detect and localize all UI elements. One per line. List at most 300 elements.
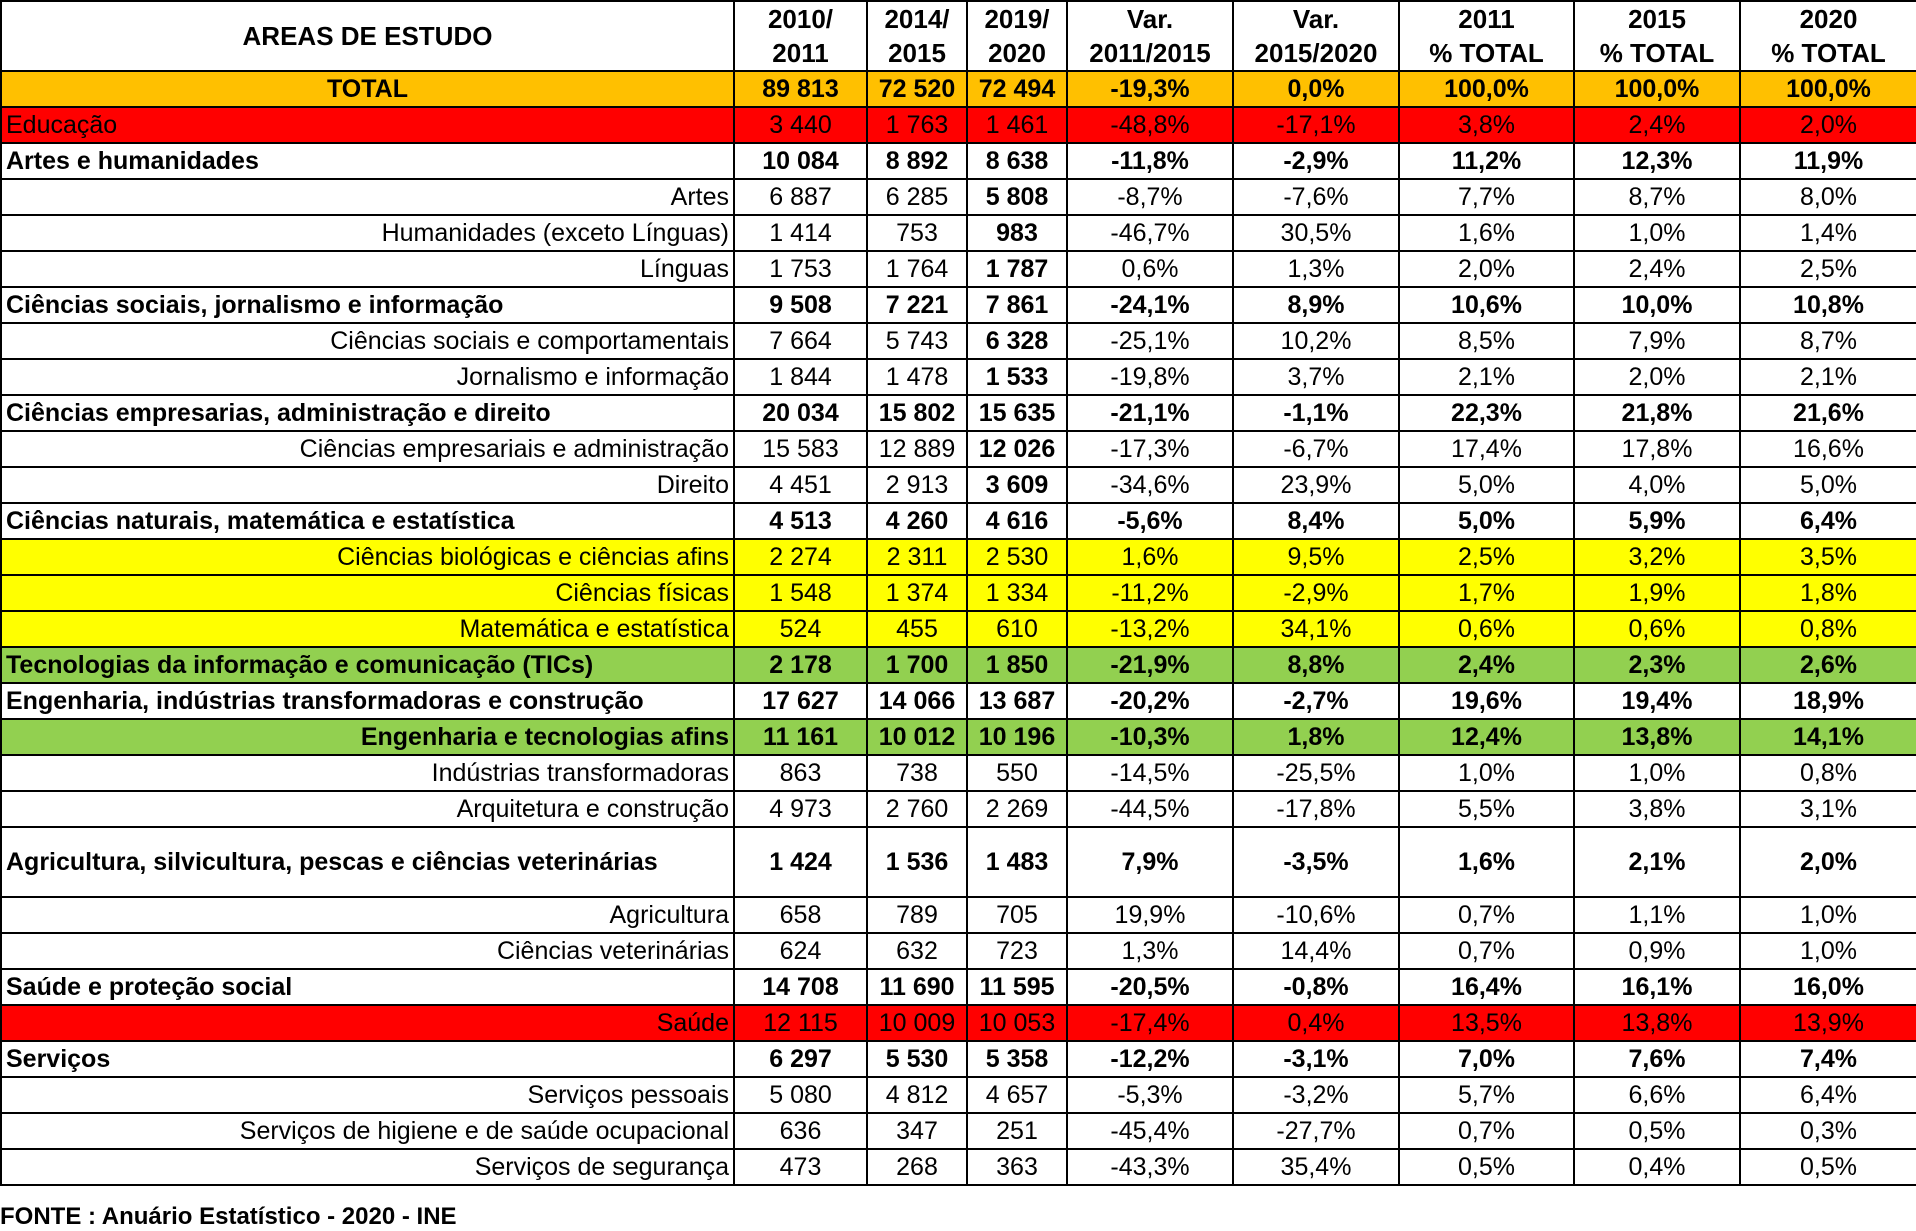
table-row: [1, 215, 1916, 251]
table-row: [1, 1149, 1916, 1185]
table-cell: 16,6%: [1740, 431, 1916, 467]
table-cell: 1 414: [734, 215, 867, 251]
table-cell: 2,1%: [1740, 359, 1916, 395]
table-cell: 1,4%: [1740, 215, 1916, 251]
table-cell: 1,0%: [1740, 897, 1916, 933]
table-cell: 983: [967, 215, 1067, 251]
row-label: Ciências naturais, matemática e estatística: [1, 503, 734, 539]
table-cell: 0,3%: [1740, 1113, 1916, 1149]
table-cell: 17,4%: [1399, 431, 1574, 467]
table-cell: 2,4%: [1574, 107, 1740, 143]
table-cell: 2,0%: [1740, 827, 1916, 897]
table-cell: 0,7%: [1399, 933, 1574, 969]
table-cell: -13,2%: [1067, 611, 1233, 647]
table-cell: 723: [967, 933, 1067, 969]
table-row: [1, 611, 1916, 647]
row-label: TOTAL: [1, 71, 734, 107]
table-cell: 2,0%: [1574, 359, 1740, 395]
table-cell: 6,4%: [1740, 503, 1916, 539]
table-cell: 3,5%: [1740, 539, 1916, 575]
header-col: 2014/ 2015: [867, 1, 967, 71]
table-cell: 1,8%: [1740, 575, 1916, 611]
table-cell: 1 533: [967, 359, 1067, 395]
table-cell: -19,3%: [1067, 71, 1233, 107]
table-cell: 1 844: [734, 359, 867, 395]
table-cell: 34,1%: [1233, 611, 1399, 647]
table-cell: 8,5%: [1399, 323, 1574, 359]
table-cell: -12,2%: [1067, 1041, 1233, 1077]
table-cell: 7,0%: [1399, 1041, 1574, 1077]
table-cell: -21,1%: [1067, 395, 1233, 431]
table-cell: 9 508: [734, 287, 867, 323]
table-cell: 8 892: [867, 143, 967, 179]
table-cell: 5 358: [967, 1041, 1067, 1077]
row-label: Jornalismo e informação: [1, 359, 734, 395]
table-cell: 2,3%: [1574, 647, 1740, 683]
table-cell: 15 802: [867, 395, 967, 431]
table-cell: 10 196: [967, 719, 1067, 755]
table-cell: 2,1%: [1574, 827, 1740, 897]
source-footer: FONTE : Anuário Estatístico - 2020 - INE: [0, 1203, 457, 1230]
table-cell: 550: [967, 755, 1067, 791]
table-cell: -10,3%: [1067, 719, 1233, 755]
row-label: Arquitetura e construção: [1, 791, 734, 827]
table-cell: 19,6%: [1399, 683, 1574, 719]
table-row: [1, 107, 1916, 143]
table-cell: 8,7%: [1740, 323, 1916, 359]
table-cell: 0,6%: [1574, 611, 1740, 647]
table-cell: 21,6%: [1740, 395, 1916, 431]
table-cell: 2,5%: [1399, 539, 1574, 575]
table-cell: 13 687: [967, 683, 1067, 719]
table-cell: 0,4%: [1574, 1149, 1740, 1185]
table-cell: 7,6%: [1574, 1041, 1740, 1077]
table-cell: 1,0%: [1740, 933, 1916, 969]
table-cell: 5,0%: [1399, 467, 1574, 503]
table-cell: -11,8%: [1067, 143, 1233, 179]
table-cell: -2,9%: [1233, 575, 1399, 611]
table-cell: 11 595: [967, 969, 1067, 1005]
table-cell: -44,5%: [1067, 791, 1233, 827]
table-cell: 100,0%: [1399, 71, 1574, 107]
table-cell: 13,8%: [1574, 719, 1740, 755]
row-label: Ciências empresariais e administração: [1, 431, 734, 467]
table-cell: -5,6%: [1067, 503, 1233, 539]
row-label: Direito: [1, 467, 734, 503]
row-label: Serviços pessoais: [1, 1077, 734, 1113]
table-row: [1, 897, 1916, 933]
table-cell: 0,8%: [1740, 611, 1916, 647]
table-cell: 1,0%: [1574, 755, 1740, 791]
table-cell: -48,8%: [1067, 107, 1233, 143]
table-cell: 658: [734, 897, 867, 933]
table-cell: 2 311: [867, 539, 967, 575]
table-cell: 10 053: [967, 1005, 1067, 1041]
table-cell: 10,8%: [1740, 287, 1916, 323]
table-cell: 2 913: [867, 467, 967, 503]
table-cell: 10 012: [867, 719, 967, 755]
table-cell: -3,5%: [1233, 827, 1399, 897]
row-label: Matemática e estatística: [1, 611, 734, 647]
table-cell: 2,4%: [1399, 647, 1574, 683]
table-cell: 7,9%: [1574, 323, 1740, 359]
table-cell: 11,9%: [1740, 143, 1916, 179]
table-cell: 6 297: [734, 1041, 867, 1077]
table-cell: 13,9%: [1740, 1005, 1916, 1041]
header-col: 2015 % TOTAL: [1574, 1, 1740, 71]
table-cell: 6,6%: [1574, 1077, 1740, 1113]
table-cell: 753: [867, 215, 967, 251]
header-col: 2010/ 2011: [734, 1, 867, 71]
row-label: Serviços de higiene e de saúde ocupacional: [1, 1113, 734, 1149]
table-cell: 16,4%: [1399, 969, 1574, 1005]
table-cell: 1 700: [867, 647, 967, 683]
table-cell: -3,2%: [1233, 1077, 1399, 1113]
table-row: [1, 323, 1916, 359]
table-cell: 2 274: [734, 539, 867, 575]
table-cell: 610: [967, 611, 1067, 647]
table-cell: 789: [867, 897, 967, 933]
table-cell: 2 530: [967, 539, 1067, 575]
table-cell: 8,9%: [1233, 287, 1399, 323]
table-cell: 6 285: [867, 179, 967, 215]
table-cell: 1 461: [967, 107, 1067, 143]
table-cell: 3,8%: [1574, 791, 1740, 827]
row-label: Indústrias transformadoras: [1, 755, 734, 791]
table-row: [1, 1041, 1916, 1077]
table-cell: 16,1%: [1574, 969, 1740, 1005]
table-cell: 1 548: [734, 575, 867, 611]
table-row: [1, 251, 1916, 287]
row-label: Agricultura: [1, 897, 734, 933]
table-cell: -24,1%: [1067, 287, 1233, 323]
table-cell: 0,7%: [1399, 1113, 1574, 1149]
table-cell: 705: [967, 897, 1067, 933]
table-row: [1, 143, 1916, 179]
table-cell: 6 328: [967, 323, 1067, 359]
row-label: Ciências biológicas e ciências afins: [1, 539, 734, 575]
table-cell: 2,0%: [1740, 107, 1916, 143]
table-row: [1, 395, 1916, 431]
table-cell: 4 451: [734, 467, 867, 503]
table-cell: 1 424: [734, 827, 867, 897]
table-cell: 1 536: [867, 827, 967, 897]
row-label: Serviços: [1, 1041, 734, 1077]
table-cell: 347: [867, 1113, 967, 1149]
table-cell: 0,6%: [1399, 611, 1574, 647]
table-cell: 3 609: [967, 467, 1067, 503]
table-cell: 1,6%: [1399, 215, 1574, 251]
table-cell: 14 708: [734, 969, 867, 1005]
row-label: Ciências físicas: [1, 575, 734, 611]
table-cell: -21,9%: [1067, 647, 1233, 683]
table-cell: 0,5%: [1399, 1149, 1574, 1185]
table-cell: 2,0%: [1399, 251, 1574, 287]
table-cell: 10,6%: [1399, 287, 1574, 323]
table-cell: 473: [734, 1149, 867, 1185]
row-label: Saúde e proteção social: [1, 969, 734, 1005]
table-row: [1, 1077, 1916, 1113]
table-cell: 19,9%: [1067, 897, 1233, 933]
header-col: 2020 % TOTAL: [1740, 1, 1916, 71]
table-cell: 0,5%: [1740, 1149, 1916, 1185]
table-row: [1, 1113, 1916, 1149]
table-cell: 5 808: [967, 179, 1067, 215]
table-cell: -17,8%: [1233, 791, 1399, 827]
table-row: [1, 933, 1916, 969]
table-cell: 15 583: [734, 431, 867, 467]
table-row: [1, 503, 1916, 539]
table-cell: 16,0%: [1740, 969, 1916, 1005]
table-cell: -5,3%: [1067, 1077, 1233, 1113]
table-cell: 3,2%: [1574, 539, 1740, 575]
table-cell: -2,7%: [1233, 683, 1399, 719]
header-col: Var. 2015/2020: [1233, 1, 1399, 71]
header-col: 2019/ 2020: [967, 1, 1067, 71]
header-area: AREAS DE ESTUDO: [1, 1, 734, 71]
row-label: Línguas: [1, 251, 734, 287]
table-row: [1, 467, 1916, 503]
table-cell: 11 690: [867, 969, 967, 1005]
table-cell: 11,2%: [1399, 143, 1574, 179]
table-cell: 1,1%: [1574, 897, 1740, 933]
table-cell: 4 973: [734, 791, 867, 827]
row-label: Artes e humanidades: [1, 143, 734, 179]
table-cell: -17,4%: [1067, 1005, 1233, 1041]
table-cell: 632: [867, 933, 967, 969]
row-label: Educação: [1, 107, 734, 143]
table-cell: 7,9%: [1067, 827, 1233, 897]
table-cell: -19,8%: [1067, 359, 1233, 395]
table-row: [1, 71, 1916, 107]
table-cell: 4 513: [734, 503, 867, 539]
table-cell: -7,6%: [1233, 179, 1399, 215]
table-cell: -8,7%: [1067, 179, 1233, 215]
table-cell: 22,3%: [1399, 395, 1574, 431]
table-cell: 1,9%: [1574, 575, 1740, 611]
table-row: [1, 755, 1916, 791]
table-cell: 3,7%: [1233, 359, 1399, 395]
table-cell: 35,4%: [1233, 1149, 1399, 1185]
table-cell: 0,7%: [1399, 897, 1574, 933]
table-cell: 10,2%: [1233, 323, 1399, 359]
table-cell: 5,5%: [1399, 791, 1574, 827]
table-cell: 8,8%: [1233, 647, 1399, 683]
table-cell: 7 664: [734, 323, 867, 359]
table-cell: 4,0%: [1574, 467, 1740, 503]
table-cell: 8,0%: [1740, 179, 1916, 215]
table-cell: -20,2%: [1067, 683, 1233, 719]
table-cell: -20,5%: [1067, 969, 1233, 1005]
table-cell: 2,6%: [1740, 647, 1916, 683]
table-cell: 8,4%: [1233, 503, 1399, 539]
table-cell: 1,0%: [1574, 215, 1740, 251]
table-cell: 72 520: [867, 71, 967, 107]
table-row: [1, 791, 1916, 827]
row-label: Tecnologias da informação e comunicação (TICs): [1, 647, 734, 683]
table-cell: 12 115: [734, 1005, 867, 1041]
table-cell: -45,4%: [1067, 1113, 1233, 1149]
table-cell: 23,9%: [1233, 467, 1399, 503]
table-cell: 9,5%: [1233, 539, 1399, 575]
table-cell: 268: [867, 1149, 967, 1185]
table-cell: 455: [867, 611, 967, 647]
table-cell: 5,0%: [1399, 503, 1574, 539]
table-cell: 17 627: [734, 683, 867, 719]
table-cell: 4 616: [967, 503, 1067, 539]
table-cell: 1 787: [967, 251, 1067, 287]
table-row: [1, 1005, 1916, 1041]
table-cell: 2,1%: [1399, 359, 1574, 395]
table-row: [1, 969, 1916, 1005]
row-label: Ciências veterinárias: [1, 933, 734, 969]
table-cell: 3 440: [734, 107, 867, 143]
table-cell: 1,3%: [1067, 933, 1233, 969]
table-cell: -46,7%: [1067, 215, 1233, 251]
table-cell: 14,4%: [1233, 933, 1399, 969]
table-cell: 3,1%: [1740, 791, 1916, 827]
row-label: Ciências empresarias, administração e direito: [1, 395, 734, 431]
table-cell: 100,0%: [1574, 71, 1740, 107]
table-cell: 0,0%: [1233, 71, 1399, 107]
table-cell: 1,7%: [1399, 575, 1574, 611]
table-cell: 4 657: [967, 1077, 1067, 1113]
row-label: Humanidades (exceto Línguas): [1, 215, 734, 251]
table-cell: 1 850: [967, 647, 1067, 683]
table-cell: -25,5%: [1233, 755, 1399, 791]
table-cell: 863: [734, 755, 867, 791]
row-label: Saúde: [1, 1005, 734, 1041]
table-cell: 2 178: [734, 647, 867, 683]
table-cell: 12,3%: [1574, 143, 1740, 179]
table-cell: 5 743: [867, 323, 967, 359]
table-row: [1, 719, 1916, 755]
table-cell: -27,7%: [1233, 1113, 1399, 1149]
table-cell: 5,0%: [1740, 467, 1916, 503]
table-cell: -10,6%: [1233, 897, 1399, 933]
table-cell: 12 026: [967, 431, 1067, 467]
table-cell: 6 887: [734, 179, 867, 215]
table-cell: 7,7%: [1399, 179, 1574, 215]
table-cell: -17,1%: [1233, 107, 1399, 143]
table-cell: 17,8%: [1574, 431, 1740, 467]
table-cell: 72 494: [967, 71, 1067, 107]
table-row: [1, 575, 1916, 611]
table-cell: 5,7%: [1399, 1077, 1574, 1113]
table-cell: -6,7%: [1233, 431, 1399, 467]
table-cell: 10 084: [734, 143, 867, 179]
table-cell: 19,4%: [1574, 683, 1740, 719]
table-cell: 0,9%: [1574, 933, 1740, 969]
table-cell: 4 812: [867, 1077, 967, 1113]
table-cell: 12,4%: [1399, 719, 1574, 755]
table-cell: 3,8%: [1399, 107, 1574, 143]
table-cell: 1,6%: [1067, 539, 1233, 575]
table-cell: 1,3%: [1233, 251, 1399, 287]
table-cell: 10 009: [867, 1005, 967, 1041]
table-cell: 2,5%: [1740, 251, 1916, 287]
table-cell: 738: [867, 755, 967, 791]
header-col: Var. 2011/2015: [1067, 1, 1233, 71]
table-cell: 624: [734, 933, 867, 969]
table-cell: 1 374: [867, 575, 967, 611]
table-cell: 0,4%: [1233, 1005, 1399, 1041]
table-cell: -43,3%: [1067, 1149, 1233, 1185]
table-cell: -1,1%: [1233, 395, 1399, 431]
table-row: [1, 359, 1916, 395]
table-cell: 12 889: [867, 431, 967, 467]
table-cell: 1,8%: [1233, 719, 1399, 755]
table-cell: 30,5%: [1233, 215, 1399, 251]
header-row: [1, 1, 1916, 71]
table-cell: 524: [734, 611, 867, 647]
table-cell: 0,6%: [1067, 251, 1233, 287]
row-label: Artes: [1, 179, 734, 215]
table-cell: 1 763: [867, 107, 967, 143]
table-cell: 251: [967, 1113, 1067, 1149]
table-cell: 21,8%: [1574, 395, 1740, 431]
row-label: Agricultura, silvicultura, pescas e ciências veterinárias: [1, 827, 734, 897]
row-label: Serviços de segurança: [1, 1149, 734, 1185]
header-col: 2011 % TOTAL: [1399, 1, 1574, 71]
table-cell: 2,4%: [1574, 251, 1740, 287]
table-cell: 13,5%: [1399, 1005, 1574, 1041]
table-row: [1, 287, 1916, 323]
table-cell: 6,4%: [1740, 1077, 1916, 1113]
table-cell: 1 334: [967, 575, 1067, 611]
table-cell: 363: [967, 1149, 1067, 1185]
table-cell: -34,6%: [1067, 467, 1233, 503]
table-cell: 11 161: [734, 719, 867, 755]
table-cell: -25,1%: [1067, 323, 1233, 359]
table-cell: 1 483: [967, 827, 1067, 897]
table-cell: 20 034: [734, 395, 867, 431]
table-cell: 8,7%: [1574, 179, 1740, 215]
table-cell: 10,0%: [1574, 287, 1740, 323]
table-cell: 1 753: [734, 251, 867, 287]
table-cell: 7 861: [967, 287, 1067, 323]
table-cell: 13,8%: [1574, 1005, 1740, 1041]
table-cell: 2 760: [867, 791, 967, 827]
table-row: [1, 539, 1916, 575]
table-cell: 636: [734, 1113, 867, 1149]
table-cell: 8 638: [967, 143, 1067, 179]
table-row: [1, 683, 1916, 719]
table-cell: 1 478: [867, 359, 967, 395]
table-cell: -3,1%: [1233, 1041, 1399, 1077]
table-cell: 5,9%: [1574, 503, 1740, 539]
row-label: Ciências sociais e comportamentais: [1, 323, 734, 359]
table-row: [1, 647, 1916, 683]
table-cell: 1 764: [867, 251, 967, 287]
table-row: [1, 827, 1916, 897]
table-cell: 4 260: [867, 503, 967, 539]
table-cell: -14,5%: [1067, 755, 1233, 791]
table-cell: 1,0%: [1399, 755, 1574, 791]
table-cell: 0,8%: [1740, 755, 1916, 791]
table-cell: 89 813: [734, 71, 867, 107]
table-cell: 18,9%: [1740, 683, 1916, 719]
table-cell: 2 269: [967, 791, 1067, 827]
row-label: Ciências sociais, jornalismo e informação: [1, 287, 734, 323]
table-cell: -2,9%: [1233, 143, 1399, 179]
table-cell: 7 221: [867, 287, 967, 323]
table-cell: 1,6%: [1399, 827, 1574, 897]
table-cell: 14,1%: [1740, 719, 1916, 755]
table-cell: 15 635: [967, 395, 1067, 431]
table-cell: -0,8%: [1233, 969, 1399, 1005]
table-cell: 100,0%: [1740, 71, 1916, 107]
